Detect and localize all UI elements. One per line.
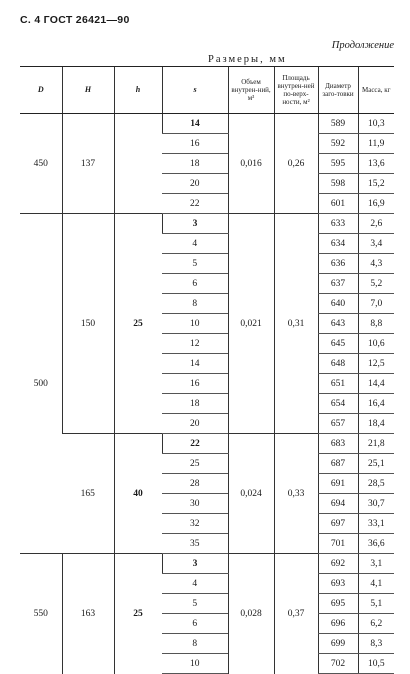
cell-diameter: 648 — [318, 354, 358, 374]
cell-diameter: 634 — [318, 234, 358, 254]
cell-H: 137 — [62, 114, 114, 214]
cell-s: 32 — [162, 514, 228, 534]
cell-diameter: 657 — [318, 414, 358, 434]
table-row — [20, 114, 394, 134]
cell-h: 25 — [114, 214, 162, 434]
cell-diameter: 699 — [318, 634, 358, 654]
cell-s: 5 — [162, 594, 228, 614]
cell-s: 12 — [162, 334, 228, 354]
cell-diameter: 637 — [318, 274, 358, 294]
cell-h: 25 — [114, 554, 162, 674]
col-header-h: h — [114, 67, 162, 114]
cell-diameter: 701 — [318, 534, 358, 554]
cell-diameter: 651 — [318, 374, 358, 394]
cell-s: 14 — [162, 354, 228, 374]
cell-mass: 11,9 — [358, 134, 394, 154]
table-row — [20, 214, 394, 234]
dimensions-table — [20, 67, 394, 674]
cell-s: 16 — [162, 134, 228, 154]
cell-mass: 5,2 — [358, 274, 394, 294]
cell-H: 165 — [62, 434, 114, 554]
cell-mass: 16,4 — [358, 394, 394, 414]
cell-D: 450 — [20, 114, 62, 214]
cell-diameter: 640 — [318, 294, 358, 314]
cell-mass: 30,7 — [358, 494, 394, 514]
cell-mass: 13,6 — [358, 154, 394, 174]
cell-s: 22 — [162, 434, 228, 454]
cell-s: 20 — [162, 414, 228, 434]
cell-H: 163 — [62, 554, 114, 674]
col-header-diameter: Диаметр заго-товки — [318, 67, 358, 114]
cell-s: 18 — [162, 394, 228, 414]
cell-s: 4 — [162, 574, 228, 594]
cell-mass: 25,1 — [358, 454, 394, 474]
cell-mass: 10,5 — [358, 654, 394, 674]
cell-D: 550 — [20, 554, 62, 674]
cell-mass: 2,6 — [358, 214, 394, 234]
cell-s: 10 — [162, 654, 228, 674]
cell-mass: 10,3 — [358, 114, 394, 134]
table-row — [20, 434, 394, 454]
cell-diameter: 601 — [318, 194, 358, 214]
cell-s: 8 — [162, 634, 228, 654]
cell-area: 0,33 — [274, 434, 318, 554]
cell-mass: 10,6 — [358, 334, 394, 354]
cell-diameter: 645 — [318, 334, 358, 354]
cell-s: 14 — [162, 114, 228, 134]
cell-mass: 4,3 — [358, 254, 394, 274]
cell-diameter: 695 — [318, 594, 358, 614]
continuation-label: Продолжение — [331, 40, 394, 51]
cell-diameter: 692 — [318, 554, 358, 574]
cell-mass: 12,5 — [358, 354, 394, 374]
cell-diameter: 696 — [318, 614, 358, 634]
cell-s: 25 — [162, 454, 228, 474]
table-caption: Размеры, мм — [208, 54, 287, 65]
cell-diameter: 592 — [318, 134, 358, 154]
cell-h — [114, 114, 162, 214]
cell-s: 35 — [162, 534, 228, 554]
cell-diameter: 697 — [318, 514, 358, 534]
cell-s: 10 — [162, 314, 228, 334]
cell-mass: 33,1 — [358, 514, 394, 534]
col-header-H: H — [62, 67, 114, 114]
cell-mass: 14,4 — [358, 374, 394, 394]
cell-s: 20 — [162, 174, 228, 194]
cell-volume: 0,024 — [228, 434, 274, 554]
cell-diameter: 589 — [318, 114, 358, 134]
cell-h: 40 — [114, 434, 162, 554]
cell-mass: 3,1 — [358, 554, 394, 574]
cell-H: 150 — [62, 214, 114, 434]
col-header-volume: Объем внутрен-ний, м³ — [228, 67, 274, 114]
cell-diameter: 683 — [318, 434, 358, 454]
cell-s: 16 — [162, 374, 228, 394]
cell-mass: 3,4 — [358, 234, 394, 254]
cell-volume: 0,028 — [228, 554, 274, 674]
cell-area: 0,31 — [274, 214, 318, 434]
cell-diameter: 636 — [318, 254, 358, 274]
cell-volume: 0,021 — [228, 214, 274, 434]
cell-mass: 4,1 — [358, 574, 394, 594]
cell-mass: 16,9 — [358, 194, 394, 214]
cell-diameter: 687 — [318, 454, 358, 474]
cell-s: 3 — [162, 214, 228, 234]
cell-diameter: 691 — [318, 474, 358, 494]
cell-s: 8 — [162, 294, 228, 314]
table-header-row — [20, 67, 394, 114]
cell-D: 500 — [20, 214, 62, 554]
cell-mass: 5,1 — [358, 594, 394, 614]
col-header-mass: Масса, кг — [358, 67, 394, 114]
cell-s: 3 — [162, 554, 228, 574]
cell-mass: 28,5 — [358, 474, 394, 494]
cell-area: 0,37 — [274, 554, 318, 674]
cell-diameter: 693 — [318, 574, 358, 594]
cell-volume: 0,016 — [228, 114, 274, 214]
cell-mass: 21,8 — [358, 434, 394, 454]
cell-s: 6 — [162, 614, 228, 634]
cell-s: 5 — [162, 254, 228, 274]
col-header-D: D — [20, 67, 62, 114]
cell-s: 30 — [162, 494, 228, 514]
cell-mass: 18,4 — [358, 414, 394, 434]
cell-s: 18 — [162, 154, 228, 174]
cell-diameter: 643 — [318, 314, 358, 334]
cell-mass: 8,8 — [358, 314, 394, 334]
col-header-area: Площадь внутрен-ней по-верх-ности, м² — [274, 67, 318, 114]
cell-diameter: 633 — [318, 214, 358, 234]
cell-mass: 8,3 — [358, 634, 394, 654]
document-header: С. 4 ГОСТ 26421—90 — [20, 14, 130, 26]
table-row — [20, 554, 394, 574]
col-header-s: s — [162, 67, 228, 114]
cell-s: 22 — [162, 194, 228, 214]
cell-mass: 15,2 — [358, 174, 394, 194]
cell-mass: 6,2 — [358, 614, 394, 634]
cell-mass: 7,0 — [358, 294, 394, 314]
cell-diameter: 694 — [318, 494, 358, 514]
cell-s: 28 — [162, 474, 228, 494]
cell-diameter: 654 — [318, 394, 358, 414]
cell-diameter: 595 — [318, 154, 358, 174]
cell-mass: 36,6 — [358, 534, 394, 554]
cell-area: 0,26 — [274, 114, 318, 214]
cell-s: 6 — [162, 274, 228, 294]
table-body — [20, 114, 394, 674]
cell-diameter: 598 — [318, 174, 358, 194]
cell-diameter: 702 — [318, 654, 358, 674]
cell-s: 4 — [162, 234, 228, 254]
